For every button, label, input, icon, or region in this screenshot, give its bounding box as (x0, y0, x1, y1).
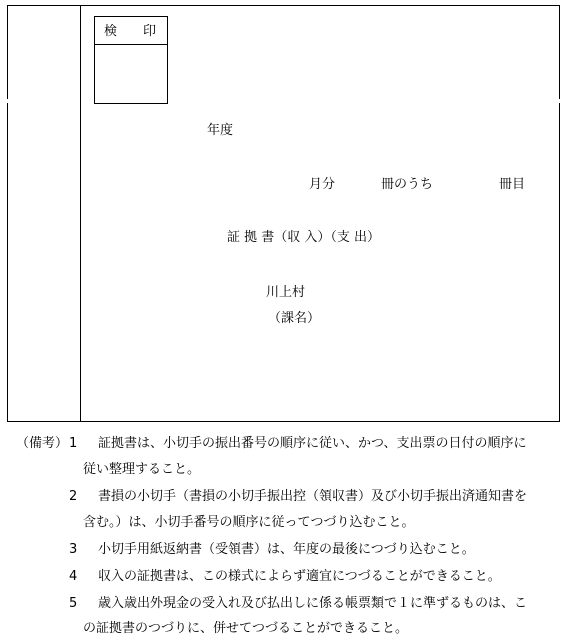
section-name: （課名） (268, 311, 321, 326)
fold-mark-right (556, 99, 564, 103)
note-text-continued: 含む。）は、小切手番号の順序に従ってつづり込むこと。 (83, 515, 415, 530)
note-number: 3 (69, 542, 78, 557)
form-frame (7, 5, 560, 422)
village-name: 川上村 (266, 285, 306, 300)
inspection-stamp-box (94, 16, 168, 104)
note-text: 書損の小切手（書損の小切手振出控（領収書）及び小切手振出済通知書を (98, 489, 528, 504)
note-text-continued: の証拠書のつづりに、併せてつづることができること。 (83, 621, 409, 636)
fold-mark-left (4, 99, 12, 103)
note-number: 1 (69, 436, 78, 451)
year-label: 年度 (207, 123, 234, 138)
note-text: 小切手用紙返納書（受領書）は、年度の最後につづり込むこと。 (98, 542, 475, 557)
month-label: 月分 (309, 177, 336, 192)
stamp-header (95, 17, 167, 45)
volume-of-label: 冊のうち (381, 177, 434, 192)
volume-number-label: 冊目 (499, 177, 526, 192)
notes-heading: （備考） (16, 436, 69, 451)
note-text: 収入の証拠書は、この様式によらず適宜につづることができること。 (98, 569, 501, 584)
stamp-label: 検 印 (104, 24, 157, 39)
note-text: 歳入歳出外現金の受入れ及び払出しに係る帳票類で１に準ずるものは、こ (98, 596, 528, 611)
form-title: 証 拠 書（収 入）（支 出） (227, 230, 381, 245)
binding-margin-line (80, 5, 81, 422)
note-text: 証拠書は、小切手の振出番号の順序に従い、かつ、支出票の日付の順序に (98, 436, 527, 451)
note-number: 2 (69, 489, 78, 504)
note-number: 5 (69, 596, 78, 611)
note-text-continued: 従い整理すること。 (83, 462, 201, 477)
note-number: 4 (69, 569, 78, 584)
